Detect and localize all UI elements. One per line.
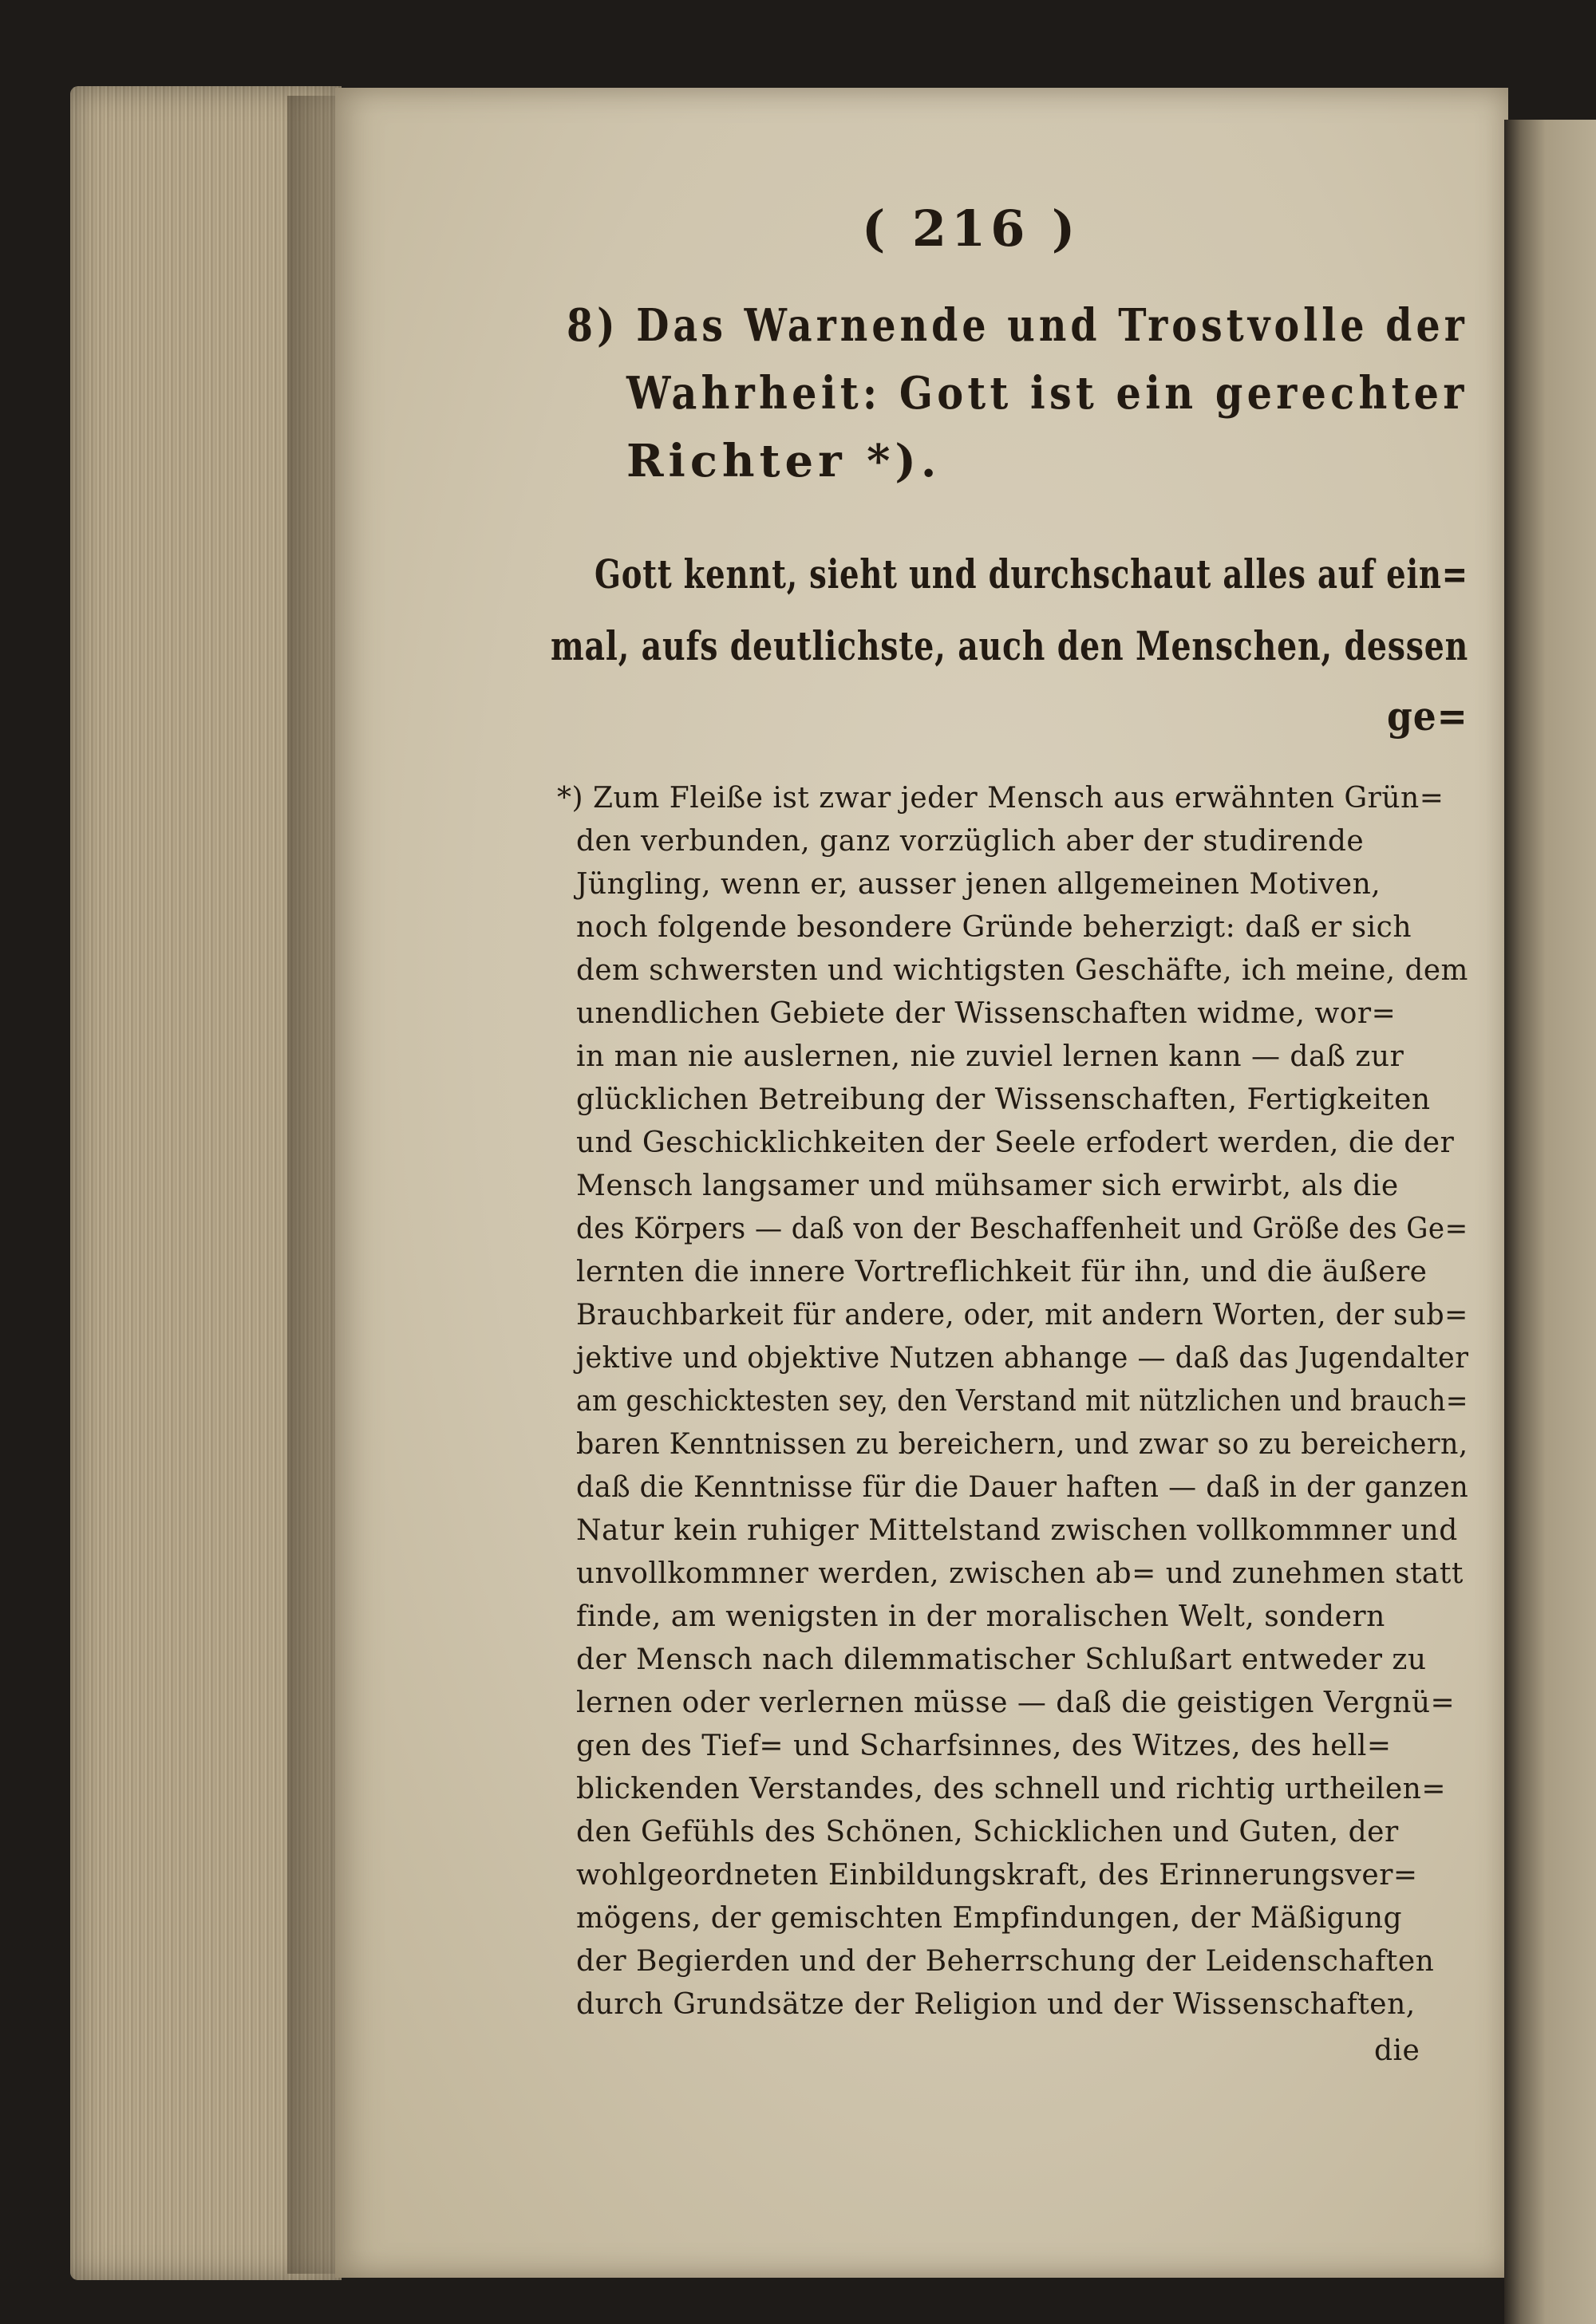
- footnote-line: *) Zum Fleiße ist zwar jeder Mensch aus erwähnten Grün=: [557, 782, 1444, 815]
- footnote-line: der Begierden und der Beherrschung der Leidenschaften: [576, 1945, 1435, 1978]
- footnote-line: am geschicktesten sey, den Verstand mit nützlichen und brauch=: [576, 1385, 1468, 1418]
- footnote-line: daß die Kenntnisse für die Dauer haften — daß in der ganzen: [576, 1471, 1469, 1504]
- footnote-line: noch folgende besondere Gründe beherzigt: daß er sich: [576, 911, 1412, 944]
- footnote-line: dem schwersten und wichtigsten Geschäfte, ich meine, dem: [576, 954, 1468, 987]
- footnote-line: glücklichen Betreibung der Wissenschaften, Fertigkeiten: [576, 1083, 1431, 1116]
- footnote-line: wohlgeordneten Einbildungskraft, des Erinnerungsver=: [576, 1859, 1418, 1892]
- section-heading-line-2: Wahrheit: Gott ist ein gerechter: [626, 367, 1468, 420]
- footnote-line: durch Grundsätze der Religion und der Wissenschaften,: [576, 1988, 1416, 2021]
- page-number: ( 216 ): [862, 199, 1080, 258]
- footnote-line: mögens, der gemischten Empfindungen, der Mäßigung: [576, 1902, 1403, 1935]
- footnote-line: lernten die innere Vortreflichkeit für ihn, und die äußere: [576, 1256, 1428, 1288]
- section-heading-line-3: Richter *).: [626, 435, 942, 487]
- body-catchword: ge=: [1387, 692, 1468, 740]
- footnote-line: den verbunden, ganz vorzüglich aber der studirende: [576, 825, 1365, 858]
- footnote-line: jektive und objektive Nutzen abhange — daß das Jugendalter: [576, 1342, 1469, 1375]
- footnote-line: Mensch langsamer und mühsamer sich erwirbt, als die: [576, 1170, 1399, 1202]
- footnote-line: finde, am wenigsten in der moralischen Welt, sondern: [576, 1600, 1385, 1633]
- footnote-line: in man nie auslernen, nie zuviel lernen kann — daß zur: [576, 1040, 1404, 1073]
- footnote-line: und Geschicklichkeiten der Seele erfodert werden, die der: [576, 1126, 1455, 1159]
- footnote-line: Jüngling, wenn er, ausser jenen allgemeinen Motiven,: [576, 868, 1381, 901]
- footnote-line: des Körpers — daß von der Beschaffenheit und Größe des Ge=: [576, 1213, 1468, 1245]
- footnote-line: Natur kein ruhiger Mittelstand zwischen vollkommner und: [576, 1514, 1458, 1547]
- footnote-catchword: die: [1374, 2034, 1420, 2067]
- footnote-line: unendlichen Gebiete der Wissenschaften widme, wor=: [576, 997, 1396, 1030]
- footnote-line: lernen oder verlernen müsse — daß die geistigen Vergnü=: [576, 1687, 1456, 1719]
- footnote-line: gen des Tief= und Scharfsinnes, des Witzes, des hell=: [576, 1730, 1392, 1762]
- footnote-line: der Mensch nach dilemmatischer Schlußart entweder zu: [576, 1643, 1427, 1676]
- footnote-line: baren Kenntnissen zu bereichern, und zwar so zu bereichern,: [576, 1428, 1468, 1461]
- footnote-line: Brauchbarkeit für andere, oder, mit andern Worten, der sub=: [576, 1299, 1468, 1332]
- adjacent-page-edge: [1504, 120, 1596, 2324]
- body-text-line-2: mal, aufs deutlichste, auch den Menschen, dessen: [551, 622, 1469, 669]
- footnote-line: blickenden Verstandes, des schnell und richtig urtheilen=: [576, 1773, 1447, 1805]
- section-heading-line-1: 8) Das Warnende und Trostvolle der: [567, 299, 1468, 352]
- body-text-line-1: Gott kennt, sieht und durchschaut alles auf ein=: [595, 550, 1468, 598]
- footnote-line: den Gefühls des Schönen, Schicklichen und Guten, der: [576, 1816, 1399, 1849]
- footnote-line: unvollkommner werden, zwischen ab= und zunehmen statt: [576, 1557, 1464, 1590]
